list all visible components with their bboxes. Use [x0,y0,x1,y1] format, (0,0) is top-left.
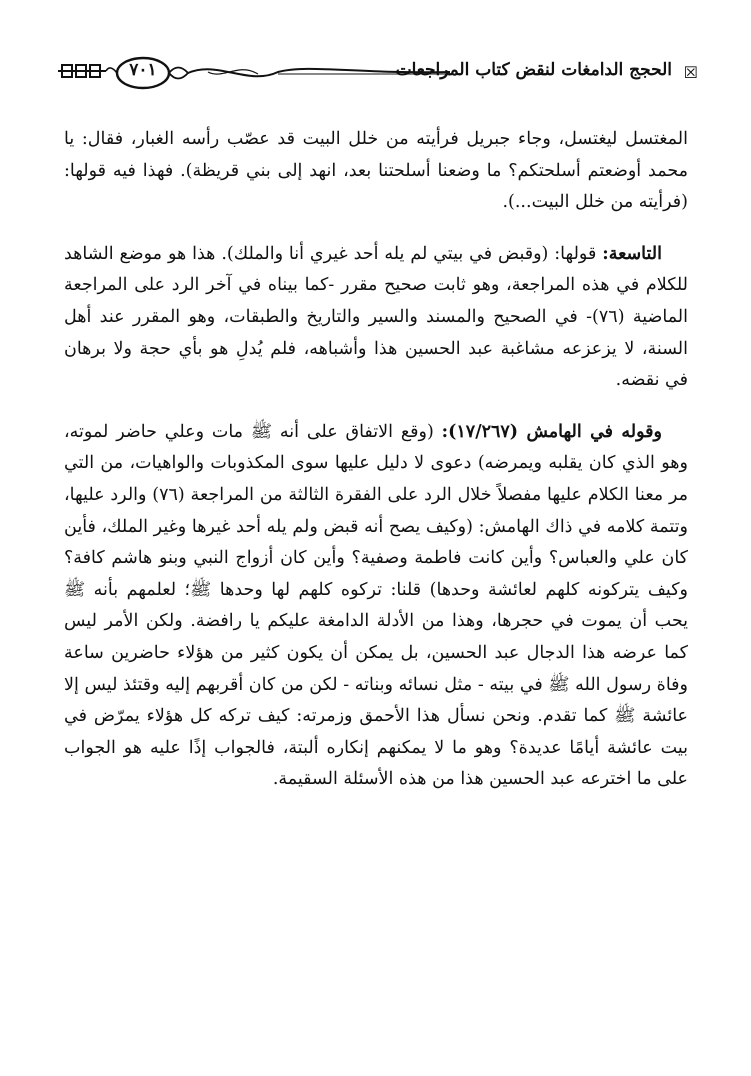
page-header [58,46,698,96]
paragraph-1-text: المغتسل ليغتسل، وجاء جبريل فرأيته من خلل البيت قد عصّب رأسه الغبار، فقال: يا محمد أوضعتم أسلحتكم؟ ما وضعنا أسلحتنا بعد، انهد إلى بني قريظة). فهذا فيه قولها: (فرأيته من خلل البيت...). [64,129,688,213]
paragraph-3 [64,417,688,796]
page-body [64,124,688,816]
paragraph-3-lead: وقوله في الهامش (١٧/٢٦٧): [441,421,662,442]
paragraph-2-text: قولها: (وقبض في بيتي لم يله أحد غيري أنا والملك). هذا هو موضع الشاهد للكلام في هذه المراجعة، وهو ثابت صحيح مقرر -كما بيناه في آخر الرد على المراجعة الماضية (٧٦)- في الصحيح والمسند والسير والتاريخ والطبقات، وهو المقرر عند أهل السنة، لا يزعزعه مشاغبة عبد الحسين هذا وأشباهه، فلم يُدلِ هو بأي حجة ولا برهان في نقضه. [64,243,688,391]
page-number: ٧٠١ [129,60,157,80]
paragraph-1 [64,124,688,219]
paragraph-2 [64,239,688,397]
paragraph-3-text: (وقع الاتفاق على أنه ﷺ مات وعلي حاضر لموته، وهو الذي كان يقلبه ويمرضه) دعوى لا دليل عليها سوى المكذوبات والواهيات، من التي مر معنا الكلام عليها مفصلاً خلال الرد على الفقرة الثالثة من المراجعة (٧٦) والرد عليها، وتتمة كلامه في ذاك الهامش: (وكيف يصح أنه قبض ولم يله أحد غيرها وغير الملك، فأين كان علي والعباس؟ وأين كانت فاطمة وصفية؟ وأين كان أزواج النبي وبنو هاشم كافة؟ وكيف يتركونه كلهم لعائشة وحدها) قلنا: تركوه كلهم لها وحدها ﷺ؛ لعلمهم بأنه ﷺ يحب أن يموت في حجرها، وهذا من الأدلة الدامغة عليكم يا رافضة. ولكن الأمر ليس كما عرضه هذا الدجال عبد الحسين، بل يمكن أن يكون كثير من هؤلاء حاضرين ساعة وفاة رسول الله ﷺ في بيته - مثل نسائه وبناته - لكن من كان أقربهم إليه وقتئذ ليس إلا عائشة ﷺ كما تقدم. ونحن نسأل هذا الأحمق وزمرته: كيف تركه كل هؤلاء يمرّض في بيت عائشة أيامًا عديدة؟ وهو ما لا يمكنهم إنكاره ألبتة، فالجواب إذًا عليه هو الجواب على ما اخترعه عبد الحسين هذا من هذه الأسئلة السقيمة. [64,421,688,790]
header-ornament-mark: ☒ [683,63,698,82]
running-title: الحجج الدامغات لنقض كتاب المراجعات [395,60,672,80]
paragraph-2-lead: التاسعة: [602,243,662,264]
